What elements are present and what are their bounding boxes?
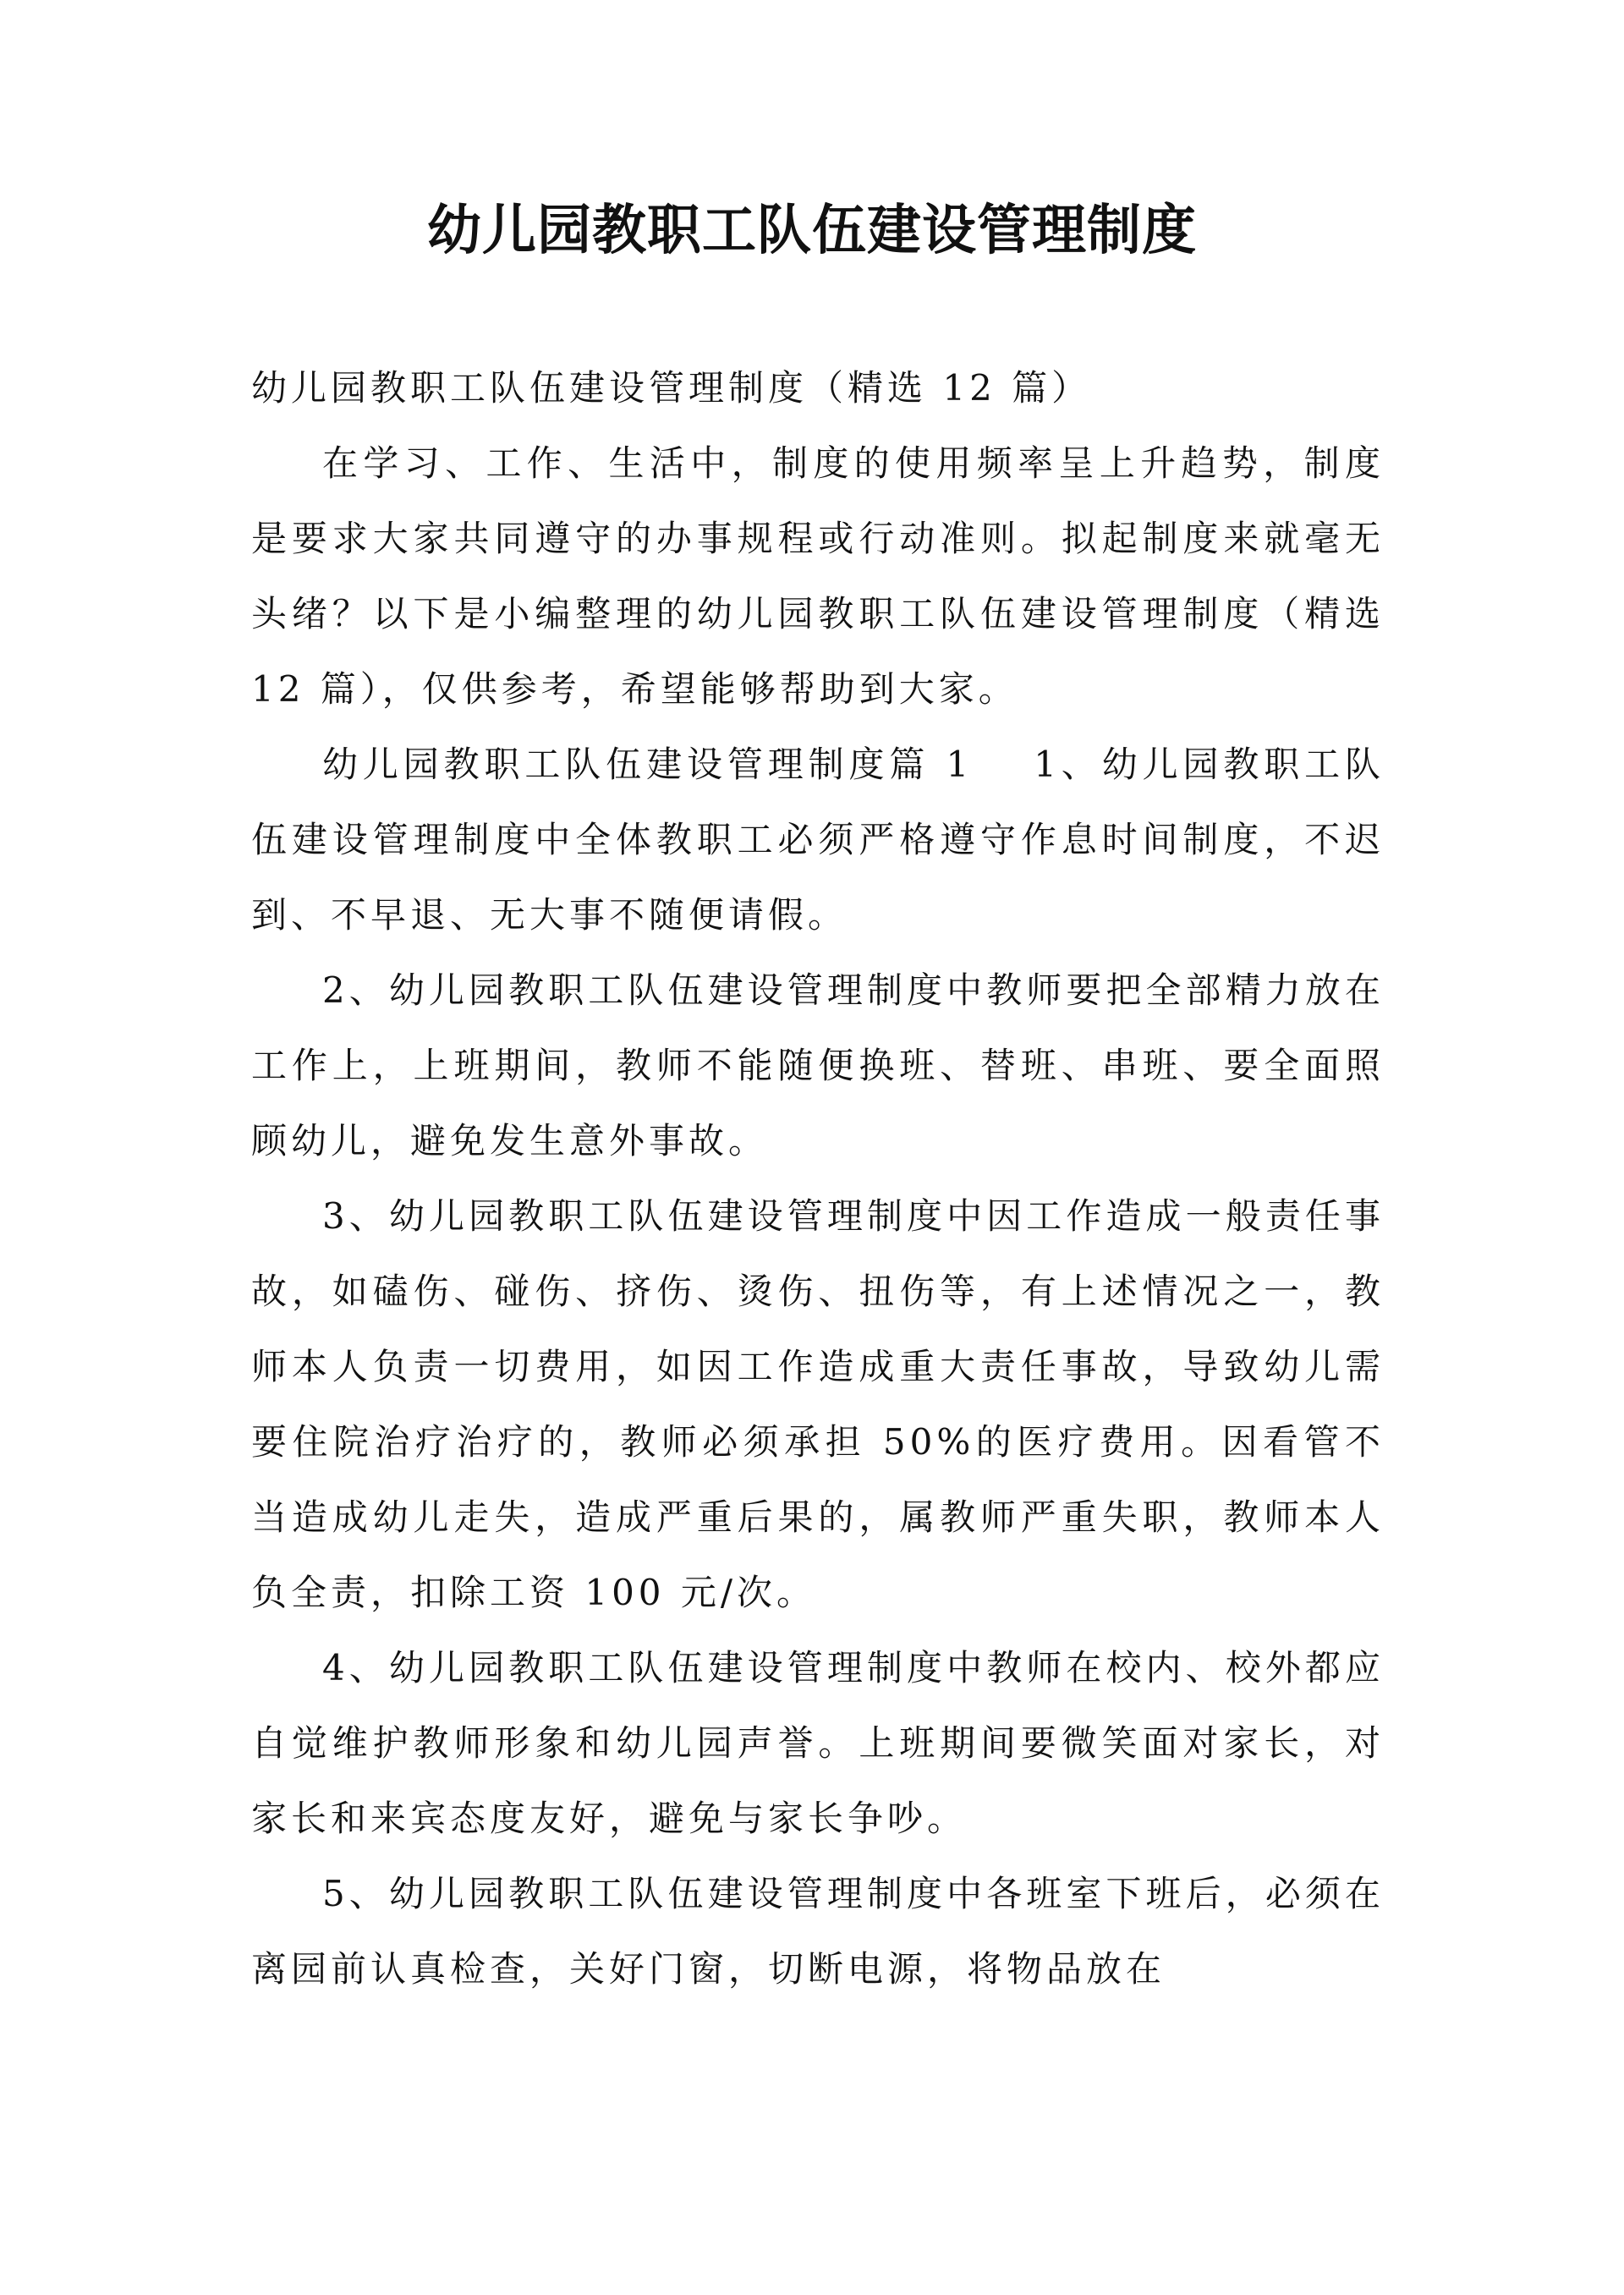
section-paragraph [251, 727, 1385, 953]
document-subtitle: 幼儿园教职工队伍建设管理制度（精选 12 篇） [251, 367, 1092, 409]
rule-item-3: 3、幼儿园教职工队伍建设管理制度中因工作造成一般责任事故，如磕伤、碰伤、挤伤、烫伤、扭伤等，有上述情况之一，教师本人负责一切费用，如因工作造成重大责任事故，导致幼儿需要住院治疗治疗的，教师必须承担 50%的医疗费用。因看管不当造成幼儿走失，造成严重后果的，属教师严重失职，教师本人负全责，扣除工资 100 元/次。 [251, 1195, 1385, 1613]
rule-item-1: 1、幼儿园教职工队伍建设管理制度中全体教职工必须严格遵守作息时间制度，不迟到、不早退、无大事不随便请假。 [251, 744, 1385, 936]
document-body [251, 350, 1385, 2007]
rule-item-2: 2、幼儿园教职工队伍建设管理制度中教师要把全部精力放在工作上，上班期间，教师不能随便换班、替班、串班、要全面照顾幼儿，避免发生意外事故。 [251, 969, 1385, 1161]
rule-item-4: 4、幼儿园教职工队伍建设管理制度中教师在校内、校外都应自觉维护教师形象和幼儿园声誉。上班期间要微笑面对家长，对家长和来宾态度友好，避免与家长争吵。 [251, 1647, 1385, 1839]
section-heading: 幼儿园教职工队伍建设管理制度篇 1 [322, 744, 974, 785]
document-title: 幼儿园教职工队伍建设管理制度 [427, 200, 1197, 262]
intro-paragraph: 在学习、工作、生活中，制度的使用频率呈上升趋势，制度是要求大家共同遵守的办事规程或行动准则。拟起制度来就毫无头绪？以下是小编整理的幼儿园教职工队伍建设管理制度（精选 12 篇），仅供参考，希望能够帮助到大家。 [251, 442, 1385, 710]
rule-item-5: 5、幼儿园教职工队伍建设管理制度中各班室下班后，必须在离园前认真检查，关好门窗，切断电源，将物品放在 [251, 1873, 1385, 1990]
